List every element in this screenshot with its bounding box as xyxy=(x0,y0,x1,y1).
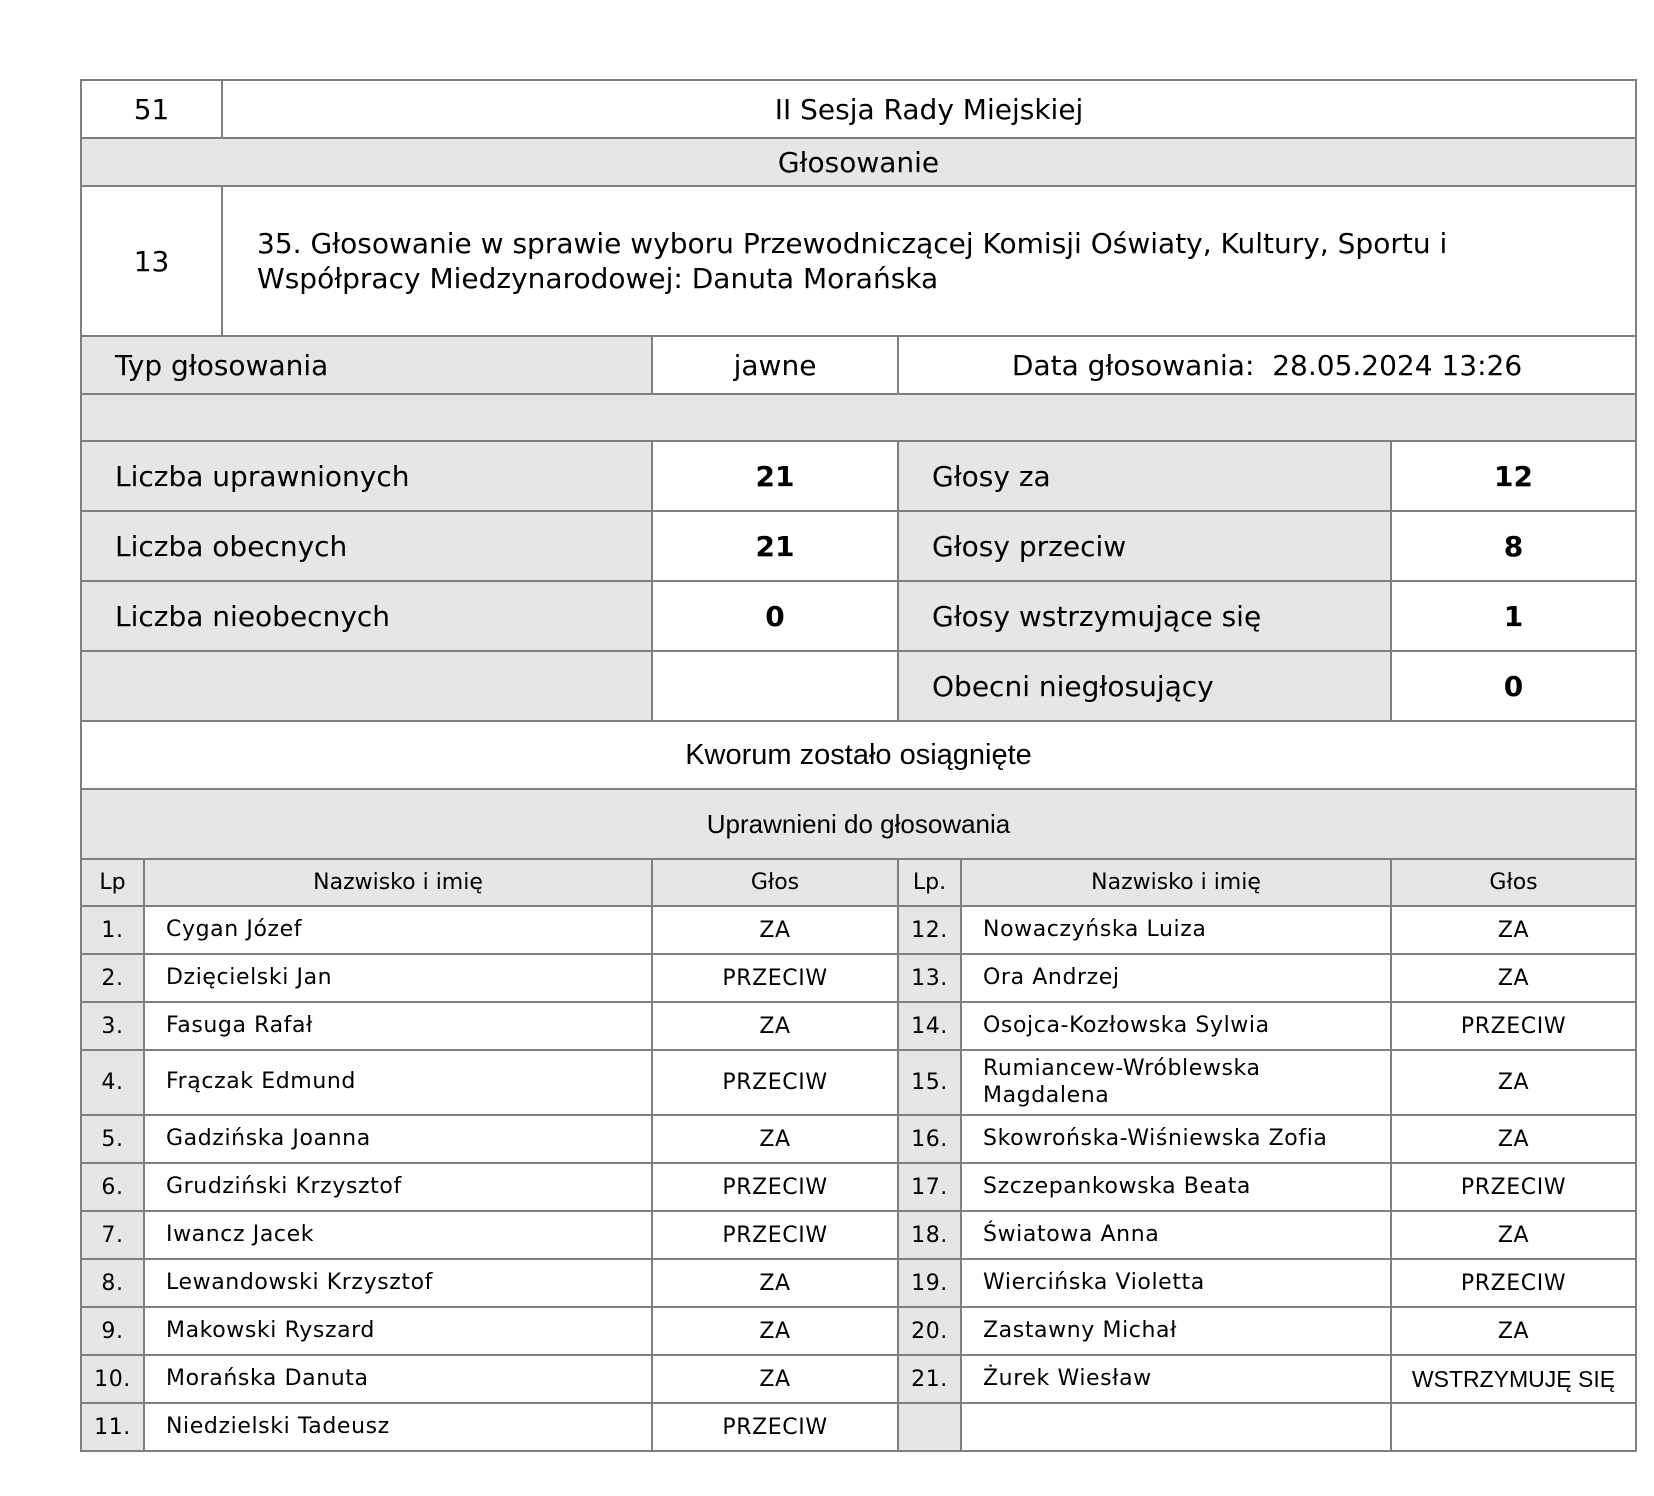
row-name: Żurek Wiesław xyxy=(961,1355,1391,1403)
header-name-left: Nazwisko i imię xyxy=(144,859,652,906)
row-lp: 1. xyxy=(81,906,144,954)
row-name: Makowski Ryszard xyxy=(144,1307,652,1355)
row-vote: PRZECIW xyxy=(652,954,898,1002)
vote-item-number: 13 xyxy=(81,186,222,336)
absent-label: Liczba nieobecnych xyxy=(81,581,652,651)
row-name: Grudziński Krzysztof xyxy=(144,1163,652,1211)
row-lp: 15. xyxy=(898,1050,961,1115)
row-vote xyxy=(1391,1403,1636,1451)
present-nonvoting-value: 0 xyxy=(1391,651,1636,721)
row-vote: WSTRZYMUJĘ SIĘ xyxy=(1391,1355,1636,1403)
quorum-status: Kworum zostało osiągnięte xyxy=(81,721,1636,789)
row-vote: PRZECIW xyxy=(652,1163,898,1211)
vote-type-label: Typ głosowania xyxy=(81,336,652,394)
session-number: 51 xyxy=(81,80,222,138)
vote-title: 35. Głosowanie w sprawie wyboru Przewodniczącej Komisji Oświaty, Kultury, Sportu i Współpracy Miedzynarodowej: Danuta Morańska xyxy=(222,186,1636,336)
row-vote: ZA xyxy=(1391,1050,1636,1115)
row-vote: PRZECIW xyxy=(1391,1002,1636,1050)
row-vote: ZA xyxy=(1391,1211,1636,1259)
present-label: Liczba obecnych xyxy=(81,511,652,581)
table-row xyxy=(81,1211,1636,1259)
row-name: Szczepankowska Beata xyxy=(961,1163,1391,1211)
row-vote: ZA xyxy=(1391,954,1636,1002)
vote-date xyxy=(898,336,1636,394)
row-lp: 14. xyxy=(898,1002,961,1050)
section-label: Głosowanie xyxy=(81,138,1636,186)
row-vote: ZA xyxy=(652,1002,898,1050)
row-vote: ZA xyxy=(652,1307,898,1355)
row-lp: 9. xyxy=(81,1307,144,1355)
row-lp xyxy=(898,1403,961,1451)
row-vote: PRZECIW xyxy=(1391,1163,1636,1211)
header-vote-left: Głos xyxy=(652,859,898,906)
spacer-row xyxy=(81,394,1636,441)
eligible-value: 21 xyxy=(652,441,898,511)
row-name: Fasuga Rafał xyxy=(144,1002,652,1050)
voting-record-table xyxy=(80,79,1637,1452)
row-name: Wiercińska Violetta xyxy=(961,1259,1391,1307)
votes-abstain-value: 1 xyxy=(1391,581,1636,651)
row-lp: 18. xyxy=(898,1211,961,1259)
row-lp: 6. xyxy=(81,1163,144,1211)
table-row xyxy=(81,1355,1636,1403)
row-lp: 4. xyxy=(81,1050,144,1115)
row-lp: 11. xyxy=(81,1403,144,1451)
row-lp: 10. xyxy=(81,1355,144,1403)
row-name: Dzięcielski Jan xyxy=(144,954,652,1002)
row-name: Ora Andrzej xyxy=(961,954,1391,1002)
table-row xyxy=(81,1259,1636,1307)
table-row xyxy=(81,1307,1636,1355)
row-name: Frączak Edmund xyxy=(144,1050,652,1115)
row-lp: 16. xyxy=(898,1115,961,1163)
eligible-heading: Uprawnieni do głosowania xyxy=(81,789,1636,859)
row-name: Cygan Józef xyxy=(144,906,652,954)
row-name: Osojca-Kozłowska Sylwia xyxy=(961,1002,1391,1050)
present-value: 21 xyxy=(652,511,898,581)
header-name-right: Nazwisko i imię xyxy=(961,859,1391,906)
row-lp: 2. xyxy=(81,954,144,1002)
row-lp: 8. xyxy=(81,1259,144,1307)
absent-value: 0 xyxy=(652,581,898,651)
row-name: Niedzielski Tadeusz xyxy=(144,1403,652,1451)
vote-date-label: Data głosowania: xyxy=(1011,348,1255,382)
row-lp: 7. xyxy=(81,1211,144,1259)
votes-for-value: 12 xyxy=(1391,441,1636,511)
table-row xyxy=(81,1115,1636,1163)
row-vote: ZA xyxy=(652,906,898,954)
votes-for-label: Głosy za xyxy=(898,441,1391,511)
row-vote: PRZECIW xyxy=(652,1211,898,1259)
vote-type-value: jawne xyxy=(652,336,898,394)
row-vote: ZA xyxy=(652,1355,898,1403)
row-name xyxy=(961,1403,1391,1451)
row-vote: PRZECIW xyxy=(652,1050,898,1115)
row-lp: 13. xyxy=(898,954,961,1002)
table-row xyxy=(81,954,1636,1002)
row-name: Nowaczyńska Luiza xyxy=(961,906,1391,954)
header-vote-right: Głos xyxy=(1391,859,1636,906)
session-title: II Sesja Rady Miejskiej xyxy=(222,80,1636,138)
row-vote: PRZECIW xyxy=(1391,1259,1636,1307)
row-lp: 17. xyxy=(898,1163,961,1211)
row-name: Rumiancew-Wróblewska Magdalena xyxy=(961,1050,1391,1115)
row-name: Morańska Danuta xyxy=(144,1355,652,1403)
header-lp-right: Lp. xyxy=(898,859,961,906)
empty-stat-value xyxy=(652,651,898,721)
row-vote: ZA xyxy=(1391,906,1636,954)
votes-abstain-label: Głosy wstrzymujące się xyxy=(898,581,1391,651)
row-lp: 19. xyxy=(898,1259,961,1307)
row-name: Lewandowski Krzysztof xyxy=(144,1259,652,1307)
table-row xyxy=(81,1403,1636,1451)
vote-date-value: 28.05.2024 13:26 xyxy=(1272,348,1523,382)
row-vote: ZA xyxy=(1391,1115,1636,1163)
row-lp: 12. xyxy=(898,906,961,954)
table-row xyxy=(81,1050,1636,1115)
header-lp-left: Lp xyxy=(81,859,144,906)
table-row xyxy=(81,906,1636,954)
row-name: Gadzińska Joanna xyxy=(144,1115,652,1163)
table-row xyxy=(81,1163,1636,1211)
table-row xyxy=(81,1002,1636,1050)
eligible-label: Liczba uprawnionych xyxy=(81,441,652,511)
row-vote: ZA xyxy=(652,1115,898,1163)
row-name: Skowrońska-Wiśniewska Zofia xyxy=(961,1115,1391,1163)
present-nonvoting-label: Obecni niegłosujący xyxy=(898,651,1391,721)
row-name: Iwancz Jacek xyxy=(144,1211,652,1259)
row-lp: 21. xyxy=(898,1355,961,1403)
row-name: Zastawny Michał xyxy=(961,1307,1391,1355)
row-lp: 20. xyxy=(898,1307,961,1355)
row-vote: ZA xyxy=(652,1259,898,1307)
row-vote: PRZECIW xyxy=(652,1403,898,1451)
row-lp: 5. xyxy=(81,1115,144,1163)
votes-against-label: Głosy przeciw xyxy=(898,511,1391,581)
votes-against-value: 8 xyxy=(1391,511,1636,581)
row-name: Światowa Anna xyxy=(961,1211,1391,1259)
row-vote: ZA xyxy=(1391,1307,1636,1355)
empty-stat-label xyxy=(81,651,652,721)
row-lp: 3. xyxy=(81,1002,144,1050)
